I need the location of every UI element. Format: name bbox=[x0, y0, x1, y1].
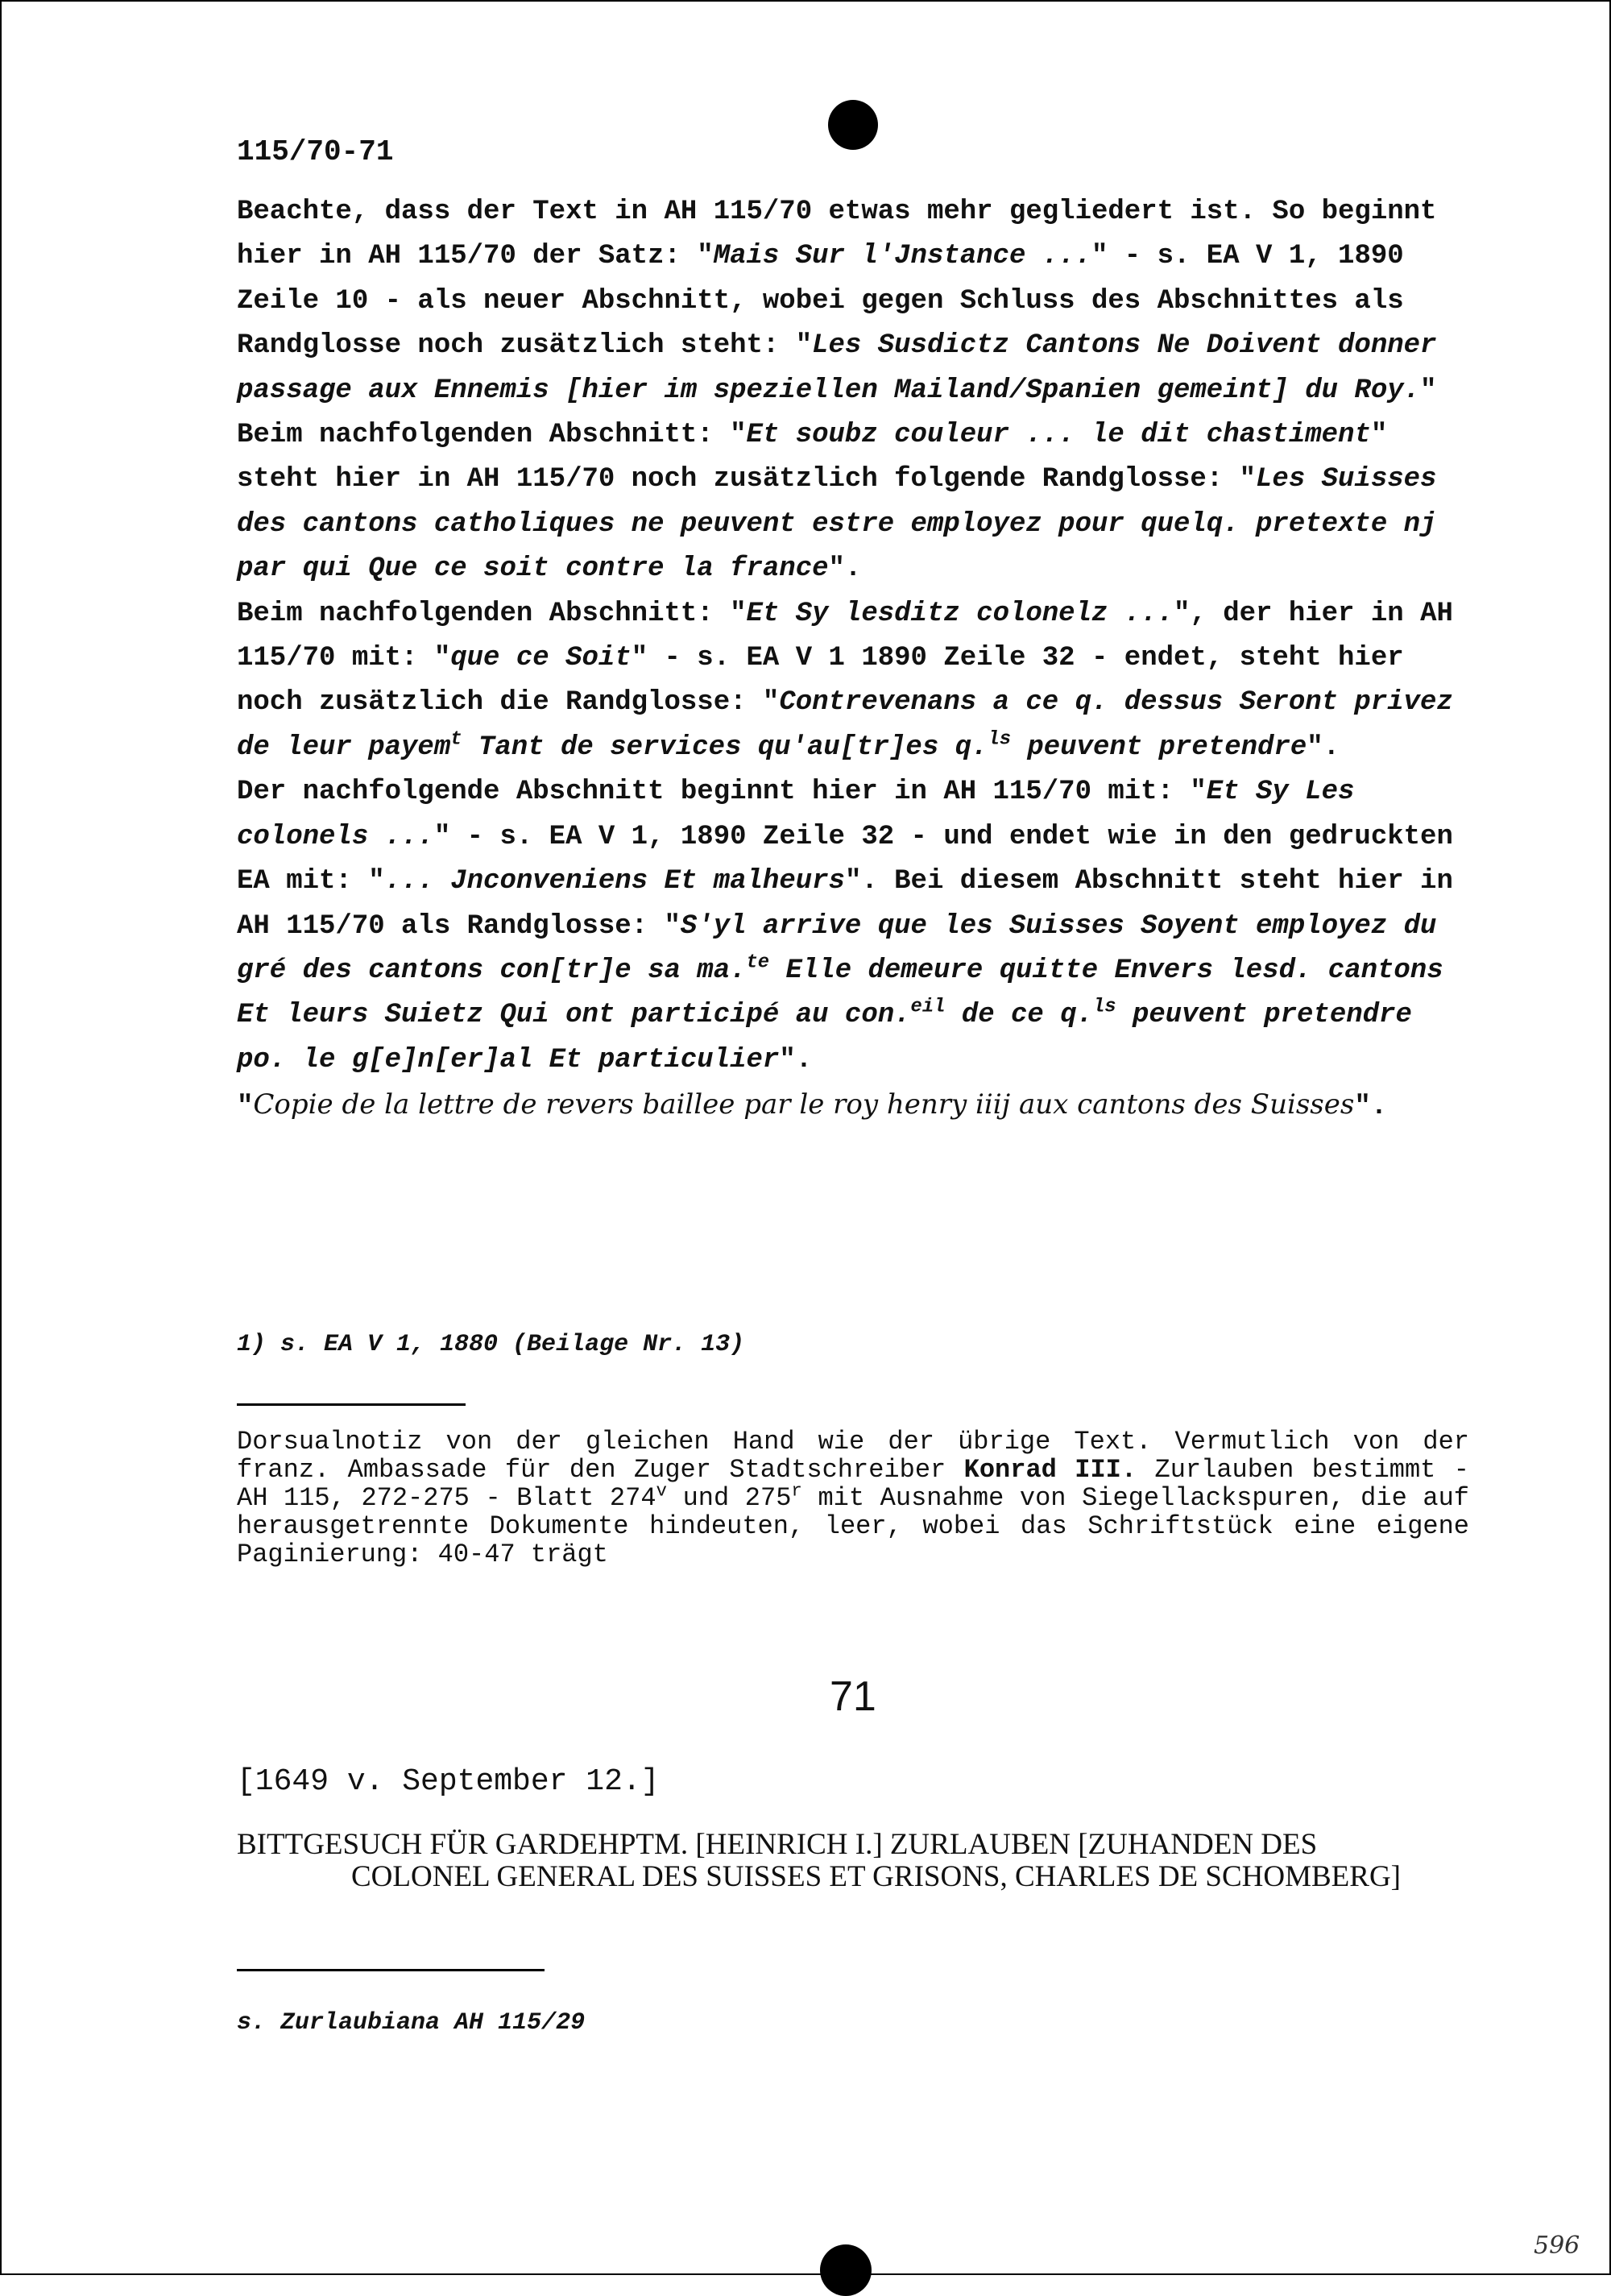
p3-quote-c: Contrevenans a ce q. dessus Seront privez de leur payem bbox=[237, 687, 1453, 763]
p1-text-b: " - s. EA V 1, 1890 Zeile 10 - als neuer Abschnitt, wobei gegen Schluss des Abschnittes als Randglosse noch zusätzlich steht: " bbox=[237, 241, 1404, 362]
document-reference: 115/70-71 bbox=[237, 135, 394, 168]
dorsal-text-b: Zurlauben bestimmt - AH 115, 272-275 - Blatt 274 bbox=[237, 1455, 1470, 1513]
entry-date: [1649 v. September 12.] bbox=[237, 1764, 660, 1799]
p2-text-b: " steht hier in AH 115/70 noch zusätzlich folgende Randglosse: " bbox=[237, 420, 1388, 495]
p1-text-a: Beachte, dass der Text in AH 115/70 etwas mehr gegliedert ist. So beginnt hier in AH 115/70 der Satz: " bbox=[237, 197, 1437, 272]
p3-text-a: Beim nachfolgenden Abschnitt: " bbox=[237, 598, 747, 629]
commentary-paragraph-3 bbox=[237, 592, 1461, 771]
p4-text-b: " - s. EA V 1, 1890 Zeile 32 - und endet wie in den gedruckten EA mit: " bbox=[237, 821, 1453, 897]
dorsal-name: Konrad III. bbox=[963, 1455, 1137, 1485]
p4-text-c: ". Bei diesem Abschnitt steht hier in AH 115/70 als Randglosse: " bbox=[237, 866, 1453, 942]
entry-footnote: s. Zurlaubiana AH 115/29 bbox=[237, 2009, 586, 2037]
p5-text-b: ". bbox=[1354, 1092, 1388, 1123]
p1-quote-b: Les Susdictz Cantons Ne Doivent donner passage aux Ennemis [hier im speziellen Mailand/Spanien gemeint] du Roy. bbox=[237, 330, 1437, 406]
p4-quote-e: de ce q. bbox=[945, 1000, 1094, 1031]
dorsal-note bbox=[237, 1428, 1469, 1569]
p5-text-a: " bbox=[237, 1092, 254, 1123]
p3-quote-d: Tant de services qu'au[tr]es q. bbox=[462, 731, 988, 763]
entry-heading-line-2: COLONEL GENERAL DES SUISSES ET GRISONS, CHARLES DE SCHOMBERG] bbox=[351, 1860, 1401, 1893]
p4-quote-f: peuvent pretendre po. le g[e]n[er]al Et particulier bbox=[237, 1000, 1412, 1075]
p1-quote-a: Mais Sur l'Jnstance ... bbox=[713, 241, 1091, 272]
p3-quote-e: peuvent pretendre bbox=[1011, 731, 1307, 763]
punch-hole-bottom bbox=[820, 2244, 872, 2296]
entry-heading-line-1: BITTGESUCH FÜR GARDEHPTM. [HEINRICH I.] ZURLAUBEN [ZUHANDEN DES bbox=[237, 1828, 1318, 1861]
p4-quote-a: Et Sy Les colonels ... bbox=[237, 777, 1355, 852]
p4-superscript-3: ls bbox=[1093, 996, 1116, 1018]
commentary-paragraph-4 bbox=[237, 770, 1461, 1083]
commentary-paragraph-1 bbox=[237, 190, 1461, 413]
p2-text-c: ". bbox=[828, 553, 862, 585]
p2-quote-b: Les Suisses des cantons catholiques ne peuvent estre employez pour quelq. pretexte nj par qui Que ce soit contre la france bbox=[237, 464, 1437, 585]
footnote-divider bbox=[237, 1403, 466, 1406]
commentary-paragraph-5 bbox=[237, 1083, 1461, 1129]
p4-superscript-1: te bbox=[746, 951, 770, 974]
p2-quote-a: Et soubz couleur ... le dit chastiment bbox=[746, 420, 1371, 451]
p3-superscript-1: t bbox=[450, 728, 462, 751]
dorsal-text-a: Dorsualnotiz von der gleichen Hand wie der übrige Text. Vermutlich von der franz. Ambassade für den Zuger Stadtschreiber bbox=[237, 1427, 1469, 1485]
p4-text-d: ". bbox=[779, 1044, 813, 1075]
p3-text-d: ". bbox=[1307, 731, 1340, 763]
dorsal-text-d: mit Ausnahme von Siegellackspuren, die auf herausgetrennte Dokumente hindeuten, leer, wobei das Schriftstück eine eigene Paginierung: 40-47 trägt bbox=[237, 1483, 1469, 1569]
dorsal-superscript-v: v bbox=[656, 1480, 667, 1502]
p4-text-a: Der nachfolgende Abschnitt beginnt hier in AH 115/70 mit: " bbox=[237, 777, 1207, 808]
p1-text-c: " bbox=[1420, 375, 1437, 406]
page-number: 71 bbox=[830, 1673, 876, 1720]
dorsal-text-c: und 275 bbox=[666, 1483, 792, 1513]
p3-superscript-2: ls bbox=[988, 728, 1011, 751]
p2-text-a: Beim nachfolgenden Abschnitt: " bbox=[237, 420, 747, 451]
footnote-1: 1) s. EA V 1, 1880 (Beilage Nr. 13) bbox=[237, 1331, 745, 1358]
commentary-paragraph-2 bbox=[237, 413, 1461, 592]
dorsal-superscript-r: r bbox=[791, 1480, 802, 1502]
p4-superscript-2: eil bbox=[910, 996, 946, 1018]
entry-footnote-divider bbox=[237, 1969, 545, 1971]
corner-mark: 596 bbox=[1534, 2232, 1580, 2260]
entry-heading bbox=[237, 1829, 1469, 1893]
p4-quote-c: S'yl arrive que les Suisses Soyent employez du gré des cantons con[tr]e sa ma. bbox=[237, 910, 1437, 986]
p3-text-c: " - s. EA V 1 1890 Zeile 32 - endet, steht hier noch zusätzlich die Randglosse: " bbox=[237, 643, 1404, 719]
p3-quote-a: Et Sy lesditz colonelz ... bbox=[746, 598, 1174, 629]
p4-quote-d: Elle demeure quitte Envers lesd. cantons Et leurs Suietz Qui ont participé au con. bbox=[237, 955, 1443, 1031]
p4-quote-b: ... Jnconveniens Et malheurs bbox=[384, 866, 845, 897]
commentary-text bbox=[237, 190, 1461, 1130]
punch-hole-top bbox=[828, 100, 878, 150]
p3-text-b: ", der hier in AH 115/70 mit: " bbox=[237, 598, 1453, 674]
p3-quote-b: que ce Soit bbox=[450, 643, 632, 674]
p5-handwriting-quote: Copie de la lettre de revers baillee par le roy henry iiij aux cantons des Suisses bbox=[253, 1088, 1355, 1121]
